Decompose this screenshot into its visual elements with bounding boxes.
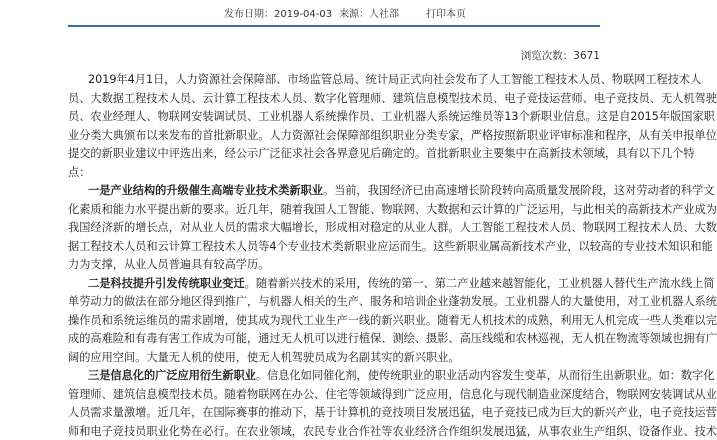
section-heading: 三是信息化的广泛应用衍生新职业: [88, 369, 256, 382]
paragraph-line: 操作员和系统运维员的需求剧增，使其成为现代工业生产一线的新兴职业。随着无人机技术的成熟，利用无人机完成一些人类难以完: [68, 314, 717, 327]
paragraph-line: 员、大数据工程技术人员、云计算工程技术人员、数字化管理师、建筑信息模型技术员、电子竞技运营师、电子竞技员、无人机驾驶: [68, 92, 717, 105]
publish-date: 发布日期：2019-04-03: [224, 9, 333, 20]
paragraph-line: 管理师、建筑信息模型技术员。随着物联网在办公、住宅等领域得到广泛应用，信息化与现代制造业深度结合，物联网安装调试从业: [68, 388, 717, 401]
paragraph-text: 。信息化如同催化剂，使传统职业的职业活动内容发生变革，从而衍生出新职业。如：数字化: [255, 369, 715, 382]
paragraph-line: 单劳动力的做法在部分地区得到推广，与机器人相关的生产、服务和培训企业蓬勃发展。工业机器人的大量使用，对工业机器人系统: [68, 295, 717, 308]
view-count: 浏览次数：3671: [520, 50, 600, 62]
paragraph-line: 2019年4月1日，人力资源社会保障部、市场监管总局、统计局正式向社会发布了人工智能工程技术人员、物联网工程技术人: [88, 73, 702, 86]
paragraph-text: 。随着新兴技术的采用，传统的第一、第二产业越来越智能化，工业机器人替代生产流水线上简: [244, 277, 715, 290]
source: 来源：人社部: [339, 9, 399, 20]
paragraph-line: [88, 369, 715, 383]
paragraph-line: 人员需求量激增。近几年，在国际赛事的推动下，基于计算机的竞技项目发展迅猛，电子竞技已成为巨大的新兴产业，电子竞技运营: [68, 406, 717, 419]
paragraph-line: 提交的新职业建议中评选出来，经公示广泛征求社会各界意见后确定的。首批新职业主要集中在高新技术领域，具有以下几个特: [68, 147, 695, 160]
paragraph-line: 阔的应用空间。大量无人机的使用，使无人机驾驶员成为名副其实的新兴职业。: [68, 351, 460, 364]
section-heading: 二是科技提升引发传统职业变迁: [88, 277, 245, 290]
paragraph-line: [88, 184, 715, 198]
paragraph-line: 我国经济新的增长点，对从业人员的需求大幅增长，形成相对稳定的从业人群。人工智能工程技术人员、物联网工程技术人员、大数: [68, 221, 717, 234]
print-page-link[interactable]: 打印本页: [426, 9, 466, 20]
paragraph-line: 员、农业经理人、物联网安装调试员、工业机器人系统操作员、工业机器人系统运维员等13个新职业信息。这是自2015年版国家职: [68, 110, 715, 123]
paragraph-text: 。当前，我国经济已由高速增长阶段转向高质量发展阶段，这对劳动者的科学文: [322, 184, 715, 197]
section-heading: 一是产业结构的升级催生高端专业技术类新职业: [88, 184, 323, 197]
paragraph-line: 力为支撑，从业人员普遍具有较高学历。: [68, 258, 270, 271]
paragraph-line: 成的高难险和有毒有害工作成为可能，通过无人机可以进行植保、测绘、摄影、高压线缆和农林巡视，无人机在物流等领域也拥有广: [68, 332, 717, 345]
paragraph-line: 点：: [68, 166, 91, 179]
paragraph-line: [88, 277, 715, 291]
paragraph-line: 业分类大典颁布以来发布的首批新职业。人力资源社会保障部组织职业分类专家，严格按照新职业评审标准和程序，从有关申报单位: [68, 129, 717, 142]
header-divider: [68, 25, 600, 27]
paragraph-line: 化素质和能力水平提出新的要求。近几年，随着我国人工智能、物联网、大数据和云计算的广泛运用，与此相关的高新技术产业成为: [68, 203, 717, 216]
paragraph-line: 据工程技术人员和云计算工程技术人员等4个专业技术类新职业应运而生。这些新职业属高新技术产业，以较高的专业技术知识和能: [68, 240, 713, 253]
paragraph-line: 师和电子竞技员职业化势在必行。在农业领域，农民专业合作社等农业经济合作组织发展迅猛，从事农业生产组织、设备作业、技术: [68, 425, 717, 438]
